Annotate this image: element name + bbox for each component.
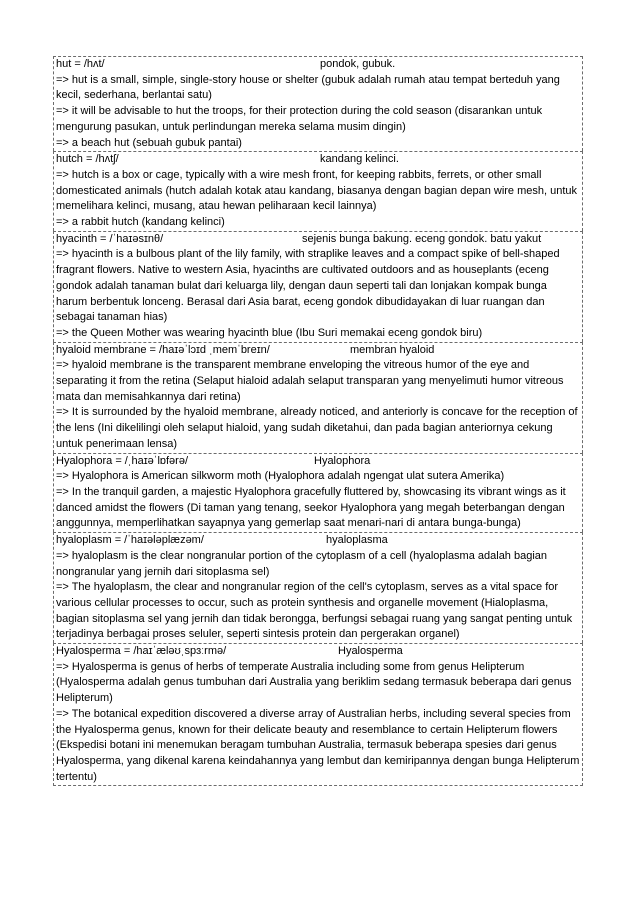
entry-translation: sejenis bunga bakung. eceng gondok. batu yakut <box>302 232 542 245</box>
dictionary-entry <box>53 643 583 786</box>
dictionary-entry <box>53 231 583 342</box>
dictionary-entry <box>53 56 583 151</box>
dictionary-entry <box>53 151 583 231</box>
entry-headline <box>56 644 581 660</box>
entry-headline <box>56 232 581 248</box>
entry-example-line: => it will be advisable to hut the troops, for their protection during the cold season (disarankan untuk mengurung pasukan, untuk perlindungan mereka selama musim dingin) <box>56 105 543 133</box>
entry-example-line: => a rabbit hutch (kandang kelinci) <box>56 216 225 229</box>
entry-example-line: => hut is a small, simple, single-story house or shelter (gubuk adalah rumah atau tempat berteduh yang kecil, sederhana, berlantai satu) <box>56 73 560 102</box>
dictionary-entry <box>53 532 583 643</box>
entry-term: Hyalophora = /ˌhaɪəˈlɒfərə/ <box>56 454 189 467</box>
entry-term: hyacinth = /ˈhaɪəsɪnθ/ <box>56 232 164 245</box>
dictionary-entry <box>53 453 583 533</box>
entry-headline <box>56 57 581 73</box>
entry-example-line: => Hyalophora is American silkworm moth (Hyalophora adalah ngengat ulat sutera Amerika) <box>56 470 505 483</box>
entry-term: hutch = /hʌtʃ/ <box>56 153 119 166</box>
entry-translation: hyaloplasma <box>326 534 388 547</box>
entry-example-line: => a beach hut (sebuah gubuk pantai) <box>56 136 242 149</box>
entry-example-line: => The botanical expedition discovered a diverse array of Australian herbs, including several species from the Hyalosperma genus, known for their delicate beauty and resemblance to certain Helipterum flowers (Ekspedisi botani ini menemukan beragam tumbuhan Australia, termasuk beberapa spesies dari genus Hyalosperma, yang dikenal karena keindahannya yang lembut dan kemiripannya dengan bunga Helipterum tertentu) <box>56 707 580 783</box>
entry-translation: Hyalophora <box>314 454 371 467</box>
entry-term: Hyalosperma = /haɪˈæləʊˌspɜːrmə/ <box>56 645 227 658</box>
entry-example-line: => hyaloplasm is the clear nongranular portion of the cytoplasm of a cell (hyaloplasma adalah bagian nongranular yang jernih dari sitoplasma sel) <box>56 549 548 578</box>
entry-translation: membran hyaloid <box>350 343 435 356</box>
entry-term: hut = /hʌt/ <box>56 58 105 70</box>
entry-example-line: => hutch is a box or cage, typically with a wire mesh front, for keeping rabbits, ferrets, or other small domesticated animals (hutch adalah kotak atau kandang, biasanya dengan bagian depan wire mesh, untuk memelihara kelinci, musang, atau hewan peliharaan kecil lainnya) <box>56 168 578 213</box>
entry-headline <box>56 152 581 168</box>
entry-example-line: => hyacinth is a bulbous plant of the lily family, with straplike leaves and a compact spike of bell-shaped fragrant flowers. Native to western Asia, hyacinths are cultivated outdoors and as houseplants (eceng gondok adalah tanaman bulat dari keluarga lily, dengan daun seperti tali dan lonjakan kompak bunga harum berbentuk lonceng. Berasal dari Asia barat, eceng gondok dibudidayakan di luar ruangan dan sebagai tanaman hias) <box>56 248 560 324</box>
entry-example-line: => The hyaloplasm, the clear and nongranular region of the cell's cytoplasm, serves as a vital space for various cellular processes to occur, such as protein synthesis and organelle movement (Hialoplasma, bagian sitoplasma sel yang jernih dan tidak berongga, berfungsi sebagai ruang yang sangat penting untuk terjadinya berbagai proses seluler, seperti sintesis protein dan pergerakan organel) <box>56 581 573 641</box>
entry-example-line: => In the tranquil garden, a majestic Hyalophora gracefully fluttered by, showcasing its vibrant wings as it danced amidst the flowers (Di taman yang tenang, seekor Hyalophora yang megah beterbangan dengan anggunnya, memperlihatkan sayapnya yang gemerlap saat menari-nari di antara bunga-bunga) <box>56 485 566 530</box>
entry-headline <box>56 343 581 359</box>
entry-headline <box>56 533 581 549</box>
entry-example-line: => the Queen Mother was wearing hyacinth blue (Ibu Suri memakai eceng gondok biru) <box>56 326 483 339</box>
dictionary-entry <box>53 342 583 453</box>
entry-translation: pondok, gubuk. <box>320 58 396 70</box>
entry-translation: kandang kelinci. <box>320 153 399 166</box>
entry-headline <box>56 454 581 470</box>
entry-term: hyaloid membrane = /haɪəˈlɔɪd ˌmemˈbreɪn/ <box>56 343 270 356</box>
document-page <box>53 56 583 786</box>
entry-term: hyaloplasm = /ˈhaɪələplæzəm/ <box>56 534 204 547</box>
entry-example-line: => hyaloid membrane is the transparent membrane enveloping the vitreous humor of the eye and separating it from the retina (Selaput hialoid adalah selaput transparan yang menyelimuti humor vitreous mata dan memisahkannya dari retina) <box>56 359 564 403</box>
entry-example-line: => It is surrounded by the hyaloid membrane, already noticed, and anteriorly is concave for the reception of the lens (Ini dikelilingi oleh selaput hialoid, yang sudah diketahui, dan pada bagian anteriornya cekung untuk penerimaan lensa) <box>56 406 578 450</box>
entry-example-line: => Hyalosperma is genus of herbs of temperate Australia including some from genus Helipterum (Hyalosperma adalah genus tumbuhan dari Australia yang beriklim sedang termasuk beberapa dari genus Helipterum) <box>56 660 572 705</box>
entry-translation: Hyalosperma <box>338 645 403 658</box>
